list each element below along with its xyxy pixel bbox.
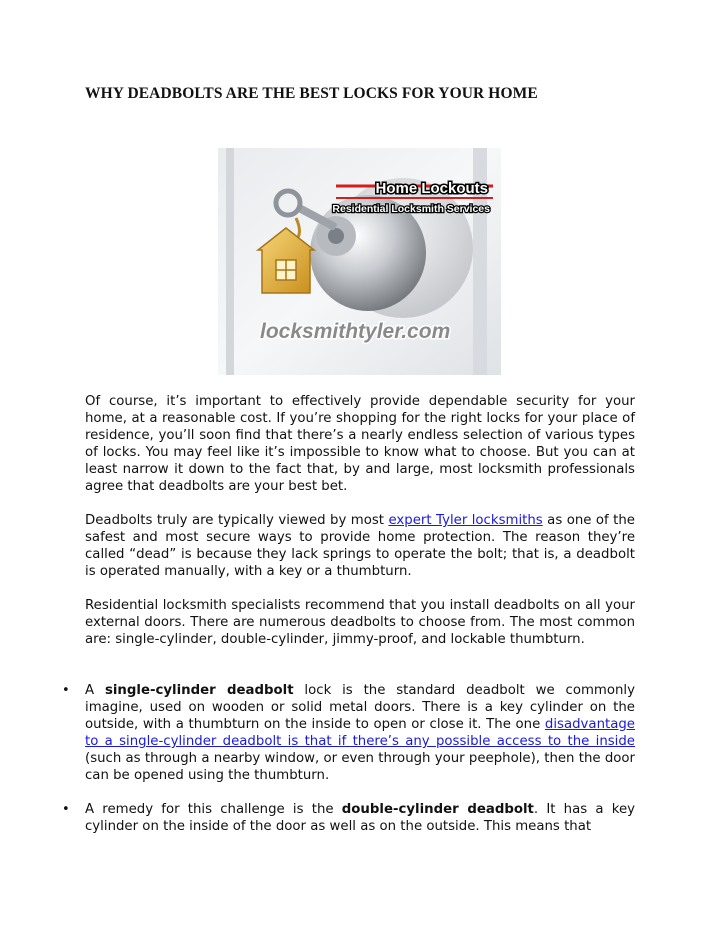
bullet-marker: • bbox=[62, 683, 70, 698]
paragraph-1: Of course, it’s important to effectively provide dependable security for your home, at a reasonable cost. If you’re shopping for the right locks for your place of residence, you’ll soon find that there’s a nearly endless selection of various types of locks. You may feel like it’s impossible to know what to choose. But you can at least narrow it down to the fact that, by and large, most locksmith professionals agree that deadbolts are your best bet. bbox=[85, 394, 635, 494]
bullet-item-double-cylinder bbox=[62, 801, 635, 835]
paragraph-2 bbox=[85, 512, 635, 580]
watermark-url: locksmithtyler.com bbox=[260, 320, 451, 343]
bullet-1-bold: single-cylinder deadbolt bbox=[104, 683, 294, 698]
paragraph-2-text: Deadbolts truly are typically viewed by most bbox=[85, 513, 389, 528]
lock-photo bbox=[218, 148, 501, 375]
bullet-item-single-cylinder bbox=[62, 682, 635, 784]
document-title: WHY DEADBOLTS ARE THE BEST LOCKS FOR YOUR HOME bbox=[85, 85, 538, 102]
banner-title: Home Lockouts bbox=[375, 180, 488, 197]
paragraph-2-text-end: as one of the safest and most secure ways to provide home protection. The reason they’re called “dead” is because they lack springs to operate the bolt; that is, a deadbolt is operated manually, with a key or a thumbturn. bbox=[85, 513, 635, 579]
bullet-1-text: lock is the standard deadbolt we commonly imagine, used on wooden or solid metal doors. There is a key cylinder on the outside, with a thumbturn on the inside to open or close it. The one bbox=[85, 683, 635, 732]
bullet-1-text-end: (such as through a nearby window, or even through your peephole), then the door can be opened using the thumbturn. bbox=[85, 751, 635, 783]
bullet-1-lead: A bbox=[85, 683, 105, 698]
bullet-marker: • bbox=[62, 802, 70, 817]
paragraph-3: Residential locksmith specialists recommend that you install deadbolts on all your external doors. There are numerous deadbolts to choose from. The most common are: single-cylinder, double-cylinder, jimmy-proof, and lockable thumbturn. bbox=[85, 598, 635, 647]
bullet-2-bold: double-cylinder deadbolt bbox=[341, 802, 534, 817]
bullet-2-lead: A remedy for this challenge is the bbox=[85, 802, 342, 817]
expert-tyler-locksmiths-link[interactable]: expert Tyler locksmiths bbox=[388, 513, 543, 528]
single-cylinder-disadvantage-link[interactable]: disadvantage to a single-cylinder deadbolt is that if there’s any possible access to the inside bbox=[85, 717, 635, 749]
banner-subtitle: Residential Locksmith Services bbox=[332, 203, 490, 215]
bullet-2-text: . It has a key cylinder on the inside of the door as well as on the outside. This means that bbox=[85, 802, 635, 834]
